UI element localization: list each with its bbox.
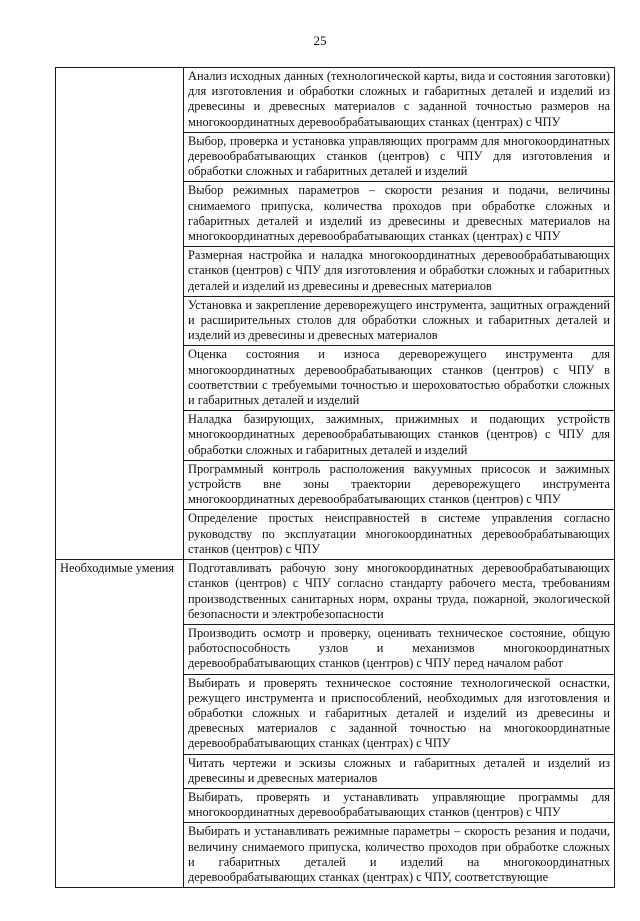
- table-cell: Выбирать и устанавливать режимные параметры – скорость резания и подачи, величину снимаемого припуска, количество проходов при обработке сложных и габаритных деталей и изделий на многокоординатных деревообрабатывающих станках (центрах) с ЧПУ, соответствующие: [184, 823, 615, 888]
- table-row: [56, 560, 615, 625]
- table-cell: Определение простых неисправностей в системе управления согласно руководству по эксплуатации многокоординатных деревообрабатывающих станков (центров) с ЧПУ: [184, 510, 615, 560]
- requirements-table: [55, 67, 615, 888]
- table-cell: Оценка состояния и износа дереворежущего инструмента для многокоординатных деревообрабатывающих станков (центров) с ЧПУ в соответствии с требуемыми точностью и шероховатостью обработки сложных и габаритных деталей и изделий: [184, 346, 615, 411]
- row-label-cell: [56, 68, 184, 560]
- table-row: [56, 68, 615, 133]
- table-cell: Выбор режимных параметров – скорости резания и подачи, величины снимаемого припуска, количества проходов при обработке сложных и габаритных деталей и изделий из древесины и древесных материалов на многокоординатных деревообрабатывающих станках (центрах) с ЧПУ: [184, 182, 615, 247]
- row-label-skills: Необходимые умения: [60, 561, 175, 576]
- table-cell: Программный контроль расположения вакуумных присосок и зажимных устройств вне зоны траектории дереворежущего инструмента многокоординатных деревообрабатывающих станков (центров) с ЧПУ: [184, 460, 615, 510]
- table-cell: Производить осмотр и проверку, оценивать техническое состояние, общую работоспособность узлов и механизмов многокоординатных деревообрабатывающих станков (центров) с ЧПУ перед началом работ: [184, 624, 615, 674]
- table-cell: Читать чертежи и эскизы сложных и габаритных деталей и изделий из древесины и древесных материалов: [184, 754, 615, 788]
- page-number: 25: [313, 33, 327, 48]
- table-cell: Установка и закрепление дереворежущего инструмента, защитных ограждений и расширительных столов для обработки сложных и габаритных деталей и изделий из древесины и древесных материалов: [184, 296, 615, 346]
- row-label-cell: [56, 560, 184, 888]
- table-cell: Анализ исходных данных (технологической карты, вида и состояния заготовки) для изготовления и обработки сложных и габаритных деталей и изделий из древесины и древесных материалов с заданной точностью размеров на многокоординатных деревообрабатывающих станках (центрах) с ЧПУ: [184, 68, 615, 133]
- table-cell: Наладка базирующих, зажимных, прижимных и подающих устройств многокоординатных деревообрабатывающих станков (центров) с ЧПУ для обработки сложных и габаритных деталей и изделий: [184, 411, 615, 461]
- table-cell: Размерная настройка и наладка многокоординатных деревообрабатывающих станков (центров) с ЧПУ для изготовления и обработки сложных и габаритных деталей и изделий из древесины и древесных материалов: [184, 247, 615, 297]
- table-cell: Выбирать, проверять и устанавливать управляющие программы для многокоординатных деревообрабатывающих станков (центров) с ЧПУ: [184, 788, 615, 822]
- table-cell: Выбор, проверка и установка управляющих программ для многокоординатных деревообрабатывающих станков (центров) с ЧПУ для изготовления и обработки сложных и габаритных деталей и изделий: [184, 132, 615, 182]
- table-cell: Подготавливать рабочую зону многокоординатных деревообрабатывающих станков (центров) с ЧПУ согласно стандарту рабочего места, требованиям производственных санитарных норм, охраны труда, пожарной, экологической безопасности и электробезопасности: [184, 560, 615, 625]
- table-cell: Выбирать и проверять техническое состояние технологической оснастки, режущего инструмента и приспособлений, необходимых для изготовления и обработки сложных и габаритных деталей и изделий из древесины и древесных материалов с заданной точностью на многокоординатные деревообрабатывающих станках (центрах) с ЧПУ: [184, 674, 615, 754]
